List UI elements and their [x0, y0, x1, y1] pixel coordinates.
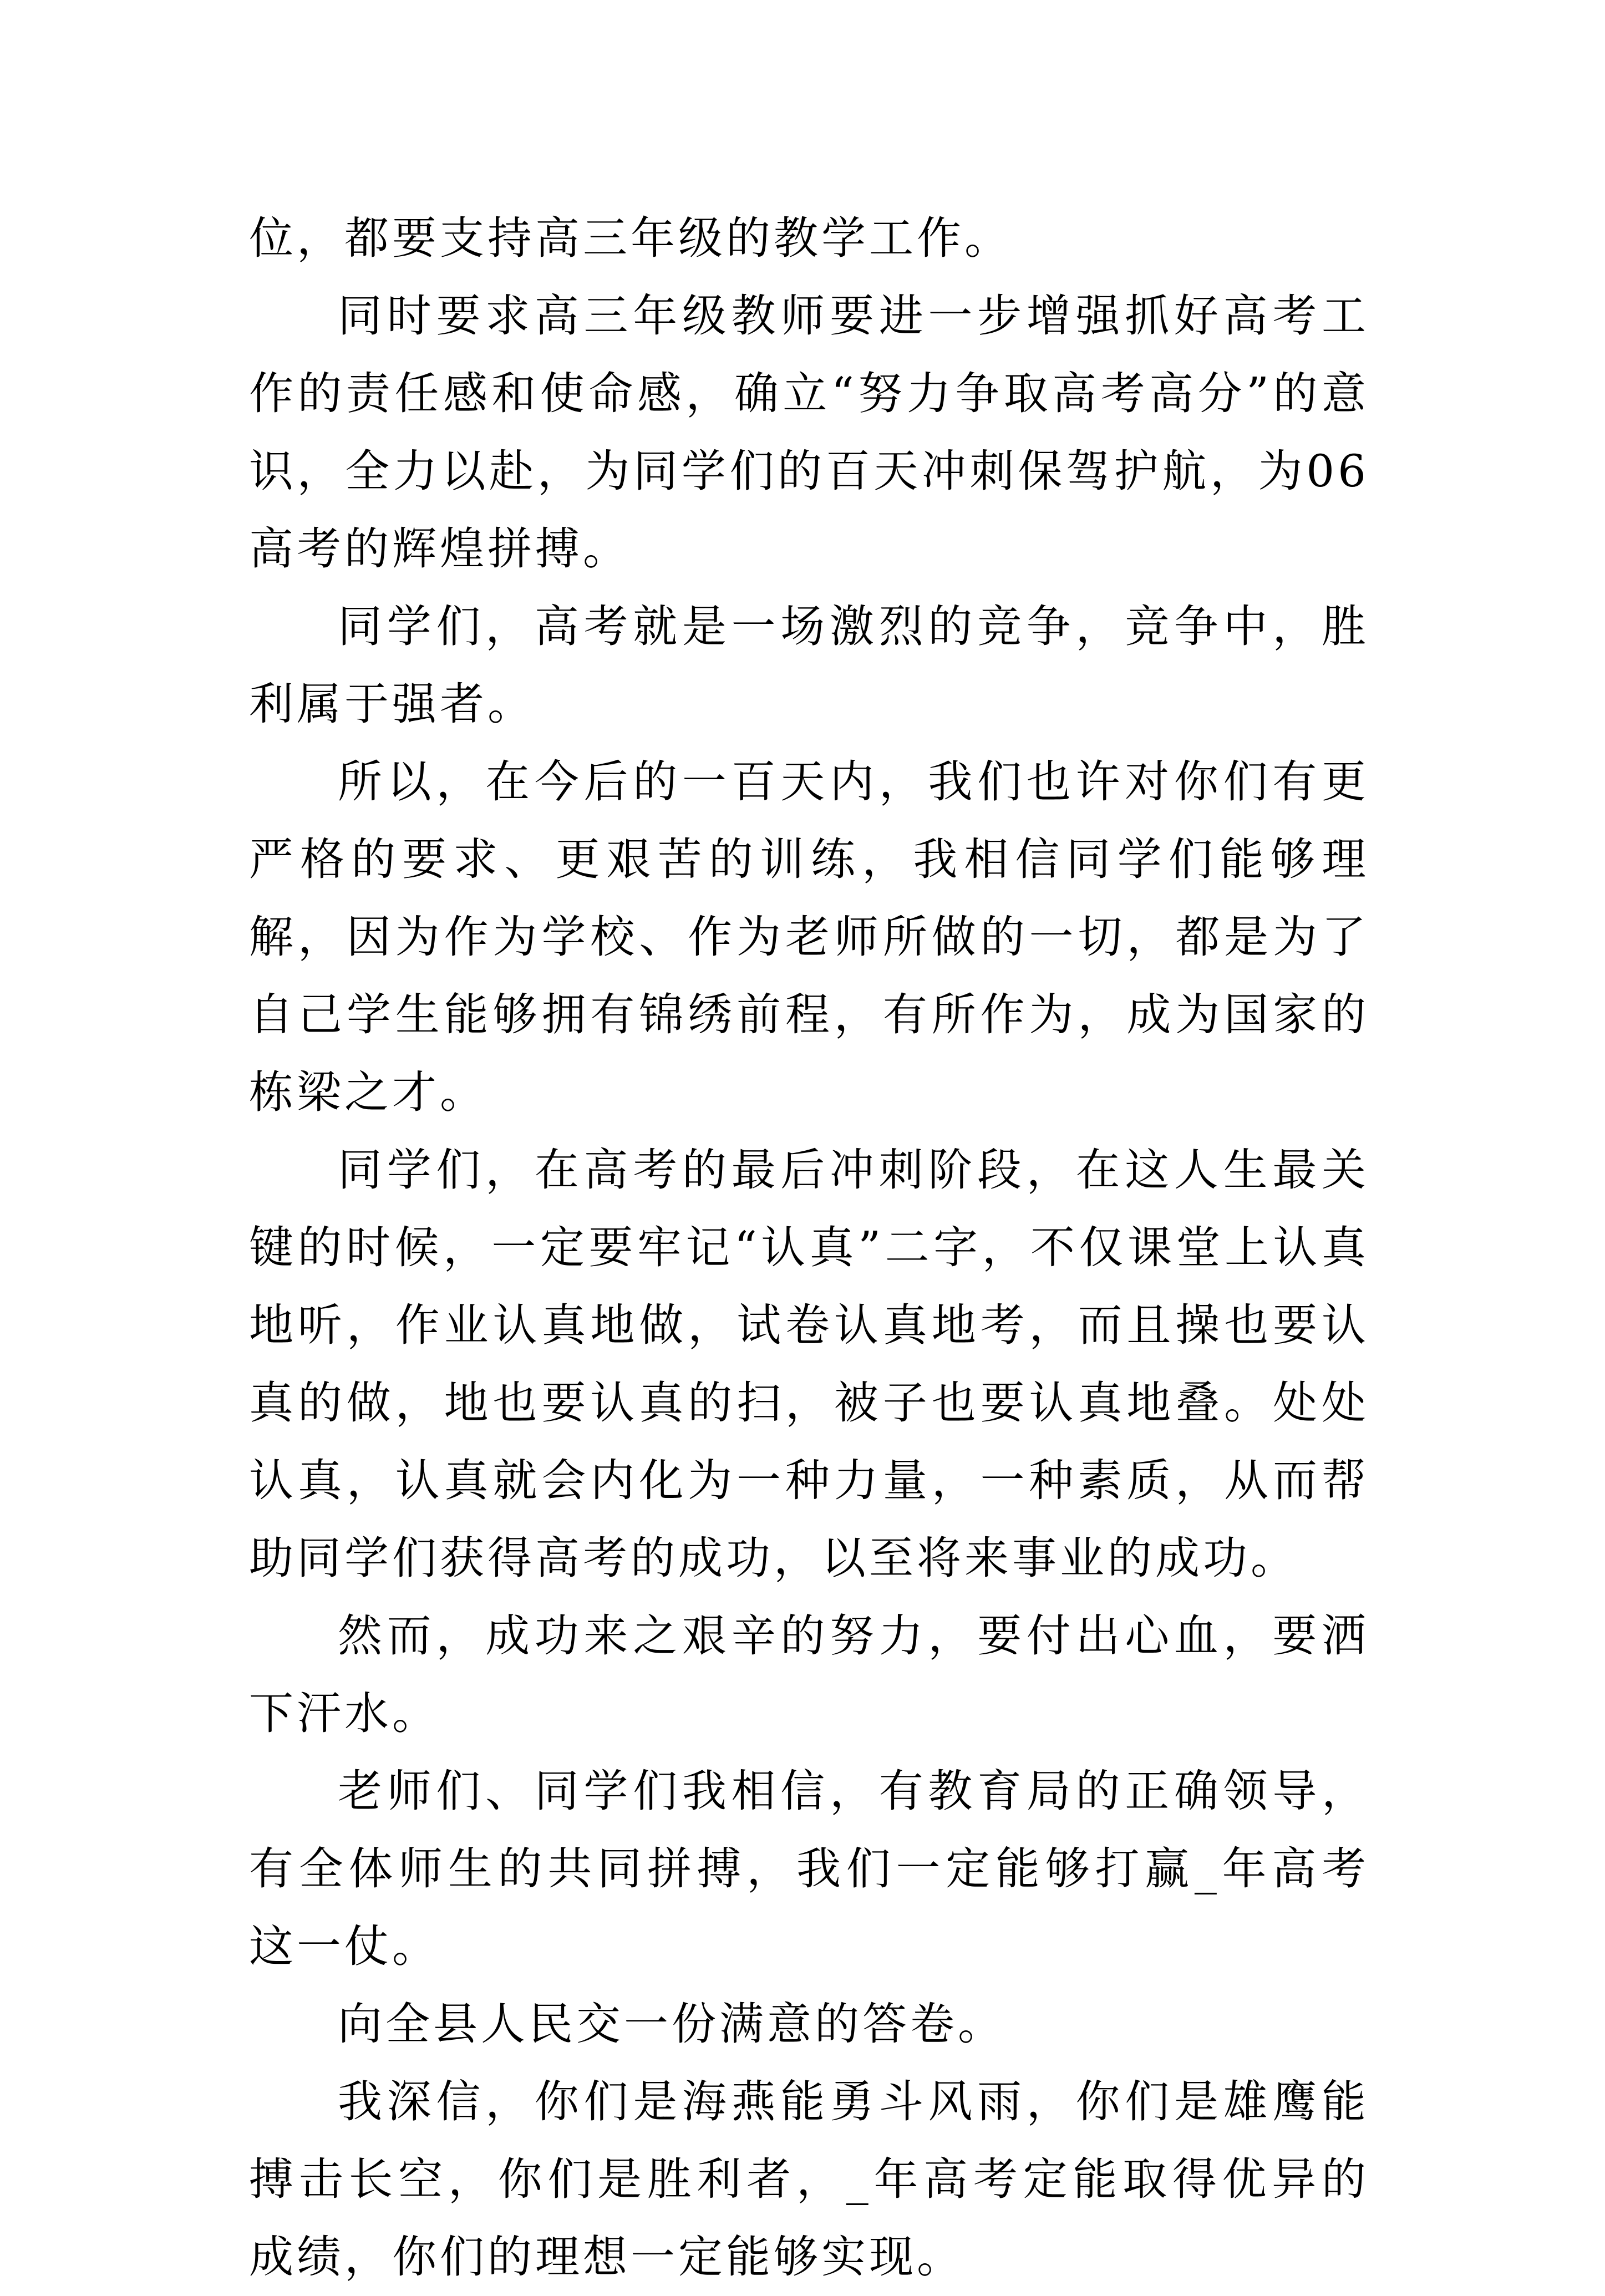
paragraph-9: 我深信，你们是海燕能勇斗风雨，你们是雄鹰能搏击长空，你们是胜利者，_年高考定能取得优异的成绩，你们的理想一定能够实现。 — [249, 2076, 1369, 2283]
paragraph-8: 向全县人民交一份满意的答卷。 — [338, 1998, 1005, 2050]
paragraph-3: 同学们，高考就是一场激烈的竞争，竞争中，胜利属于强者。 — [249, 601, 1369, 730]
paragraph-5: 同学们，在高考的最后冲刺阶段，在这人生最关键的时候，一定要牢记“认真”二字，不仅课堂上认真地听，作业认真地做，试卷认真地考，而且操也要认真的做，地也要认真的扫，被子也要认真地叠。处处认真，认真就会内化为一种力量，一种素质，从而帮助同学们获得高考的成功，以至将来事业的成功。 — [249, 1144, 1369, 1584]
paragraph-2: 同时要求高三年级教师要进一步增强抓好高考工作的责任感和使命感，确立“努力争取高考高分”的意识，全力以赴，为同学们的百天冲刺保驾护航，为06高考的辉煌拼搏。 — [249, 290, 1369, 575]
paragraph-4: 所以，在今后的一百天内，我们也许对你们有更严格的要求、更艰苦的训练，我相信同学们能够理解，因为作为学校、作为老师所做的一切，都是为了自己学生能够拥有锦绣前程，有所作为，成为国家的栋梁之才。 — [249, 756, 1369, 1118]
paragraph-7: 老师们、同学们我相信，有教育局的正确领导，有全体师生的共同拼搏，我们一定能够打赢_年高考这一仗。 — [249, 1765, 1369, 1972]
paragraph-1: 位，都要支持高三年级的教学工作。 — [249, 212, 1012, 264]
document-body — [249, 200, 1369, 2296]
paragraph-6: 然而，成功来之艰辛的努力，要付出心血，要洒下汗水。 — [249, 1610, 1369, 1739]
